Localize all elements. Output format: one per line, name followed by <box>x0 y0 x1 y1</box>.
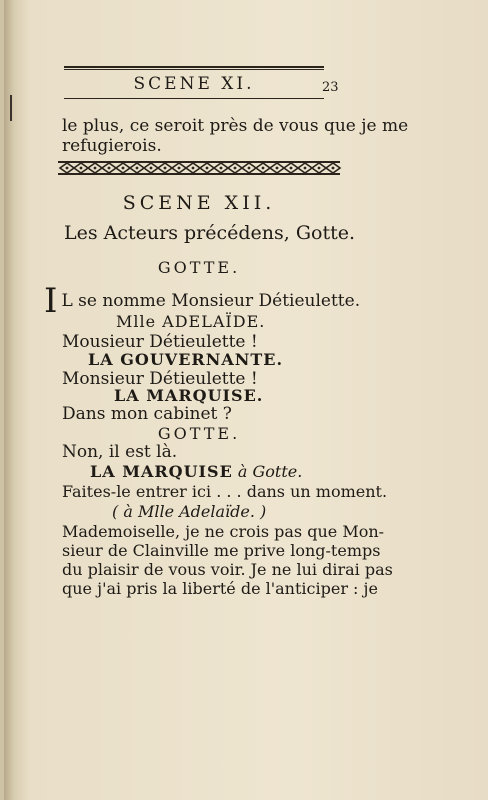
scene-characters: Les Acteurs précédens, Gotte. <box>64 222 356 244</box>
speech-line-6: Faites-le entrer ici . . . dans un moment. <box>62 482 388 501</box>
header-rule-bottom <box>64 98 324 99</box>
speech-line-8: sieur de Clainville me prive long-temps <box>62 541 381 560</box>
scene-title: SCENE XII. <box>122 192 276 214</box>
speech-line-5: Non, il est là. <box>62 442 178 462</box>
speaker-gouvernante: LA GOUVERNANTE. <box>88 350 284 369</box>
running-head: SCENE XI. <box>133 74 255 94</box>
page-number: 23 <box>322 80 339 95</box>
header-rule-top-thin <box>64 69 324 70</box>
speech-line-3: Monsieur Détieulette ! <box>62 369 258 389</box>
speech-line-2: Mousieur Détieulette ! <box>62 332 258 352</box>
speech-line-7: Mademoiselle, je ne crois pas que Mon- <box>62 522 385 541</box>
speaker-gotte: GOTTE. <box>157 258 241 277</box>
speech-line-9: du plaisir de vous voir. Je ne lui dirai pas <box>62 560 393 579</box>
speaker-marquise-2 <box>90 462 302 481</box>
speech-line-4: Dans mon cabinet ? <box>62 404 232 424</box>
speaker-marquise-2-direction: à Gotte. <box>237 462 303 481</box>
speaker-marquise-2-name: LA MARQUISE <box>90 462 233 481</box>
speech-line-10: que j'ai pris la liberté de l'anticiper : je <box>62 579 378 598</box>
speech-line-1-text: L se nomme Monsieur Détieulette. <box>61 291 361 311</box>
ornament-divider <box>56 158 342 178</box>
book-page <box>4 0 488 800</box>
stage-direction: ( à Mlle Adelaïde. ) <box>112 502 267 521</box>
continuation-line-2: refugierois. <box>62 136 162 156</box>
header-rule-top <box>64 66 324 68</box>
continuation-line-1: le plus, ce seroit près de vous que je me <box>62 116 409 136</box>
speaker-adelaide: Mlle ADELAÏDE. <box>116 312 266 331</box>
speaker-gotte-2: GOTTE. <box>157 424 241 443</box>
drop-cap: I <box>44 281 58 321</box>
gutter-mark <box>10 95 12 121</box>
speaker-marquise: LA MARQUISE. <box>114 386 264 405</box>
